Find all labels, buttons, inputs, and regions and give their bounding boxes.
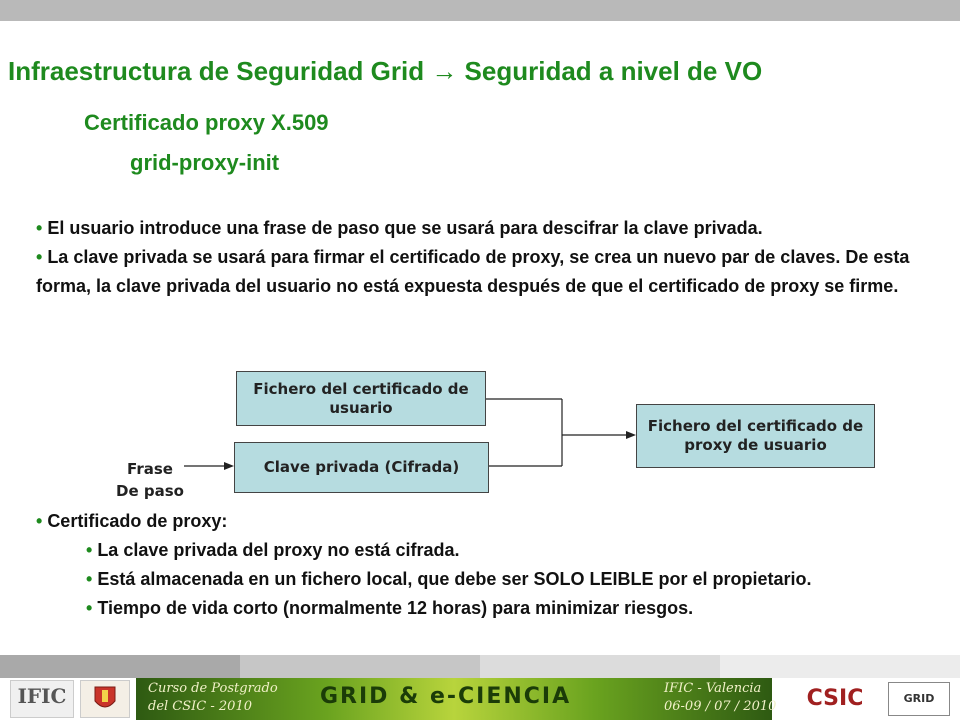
grid-logo: GRID — [888, 682, 950, 716]
banner-right-line1: IFIC - Valencia — [664, 681, 762, 696]
footer-stripe — [480, 655, 720, 678]
footer-stripe — [240, 655, 480, 678]
banner-right-line2: 06-09 / 07 / 2010 — [664, 699, 777, 714]
crest-icon — [81, 681, 129, 717]
passphrase-label-line1: Frase — [127, 460, 173, 478]
banner-course-text — [148, 680, 278, 716]
bullet-item: • La clave privada se usará para firmar el certificado de proxy, se crea un nuevo par de claves. De esta forma, la clave privada del usuario no está expuesta después de que el certificado de proxy se firme. — [36, 243, 916, 301]
private-key-box: Clave privada (Cifrada) — [234, 442, 489, 493]
footer-stripe — [0, 655, 240, 678]
passphrase-label-line2: De paso — [116, 482, 184, 500]
bullet-item: • Está almacenada en un fichero local, que debe ser SOLO LEIBLE por el propietario. — [36, 565, 916, 594]
proxy-heading: • Certificado de proxy: — [36, 507, 916, 536]
slide-command: grid-proxy-init — [130, 150, 280, 175]
bullet-item: • La clave privada del proxy no está cifrada. — [36, 536, 916, 565]
banner-title: GRID & e-CIENCIA — [320, 684, 572, 709]
csic-logo: CSIC — [806, 686, 864, 711]
banner-left-line2: del CSIC - 2010 — [148, 699, 252, 714]
bullet-item: • Tiempo de vida corto (normalmente 12 horas) para minimizar riesgos. — [36, 594, 916, 623]
bullet-item: • El usuario introduce una frase de paso que se usará para descifrar la clave privada. — [36, 214, 916, 243]
arrow-head-out — [626, 431, 636, 439]
proxy-bullets — [36, 507, 916, 623]
banner-left-line1: Curso de Postgrado — [148, 681, 278, 696]
arrow-head-passphrase — [224, 462, 234, 470]
banner-location-text — [664, 680, 776, 716]
slide-title: Infraestructura de Seguridad Grid → Seguridad a nivel de VO — [8, 56, 763, 86]
user-certificate-box: Fichero del certificado de usuario — [236, 371, 486, 426]
proxy-certificate-box: Fichero del certificado de proxy de usuario — [636, 404, 875, 468]
footer-stripe — [720, 655, 960, 678]
slide-subtitle: Certificado proxy X.509 — [84, 110, 329, 135]
university-valencia-logo — [80, 680, 130, 718]
ific-logo: IFIC — [10, 680, 74, 718]
